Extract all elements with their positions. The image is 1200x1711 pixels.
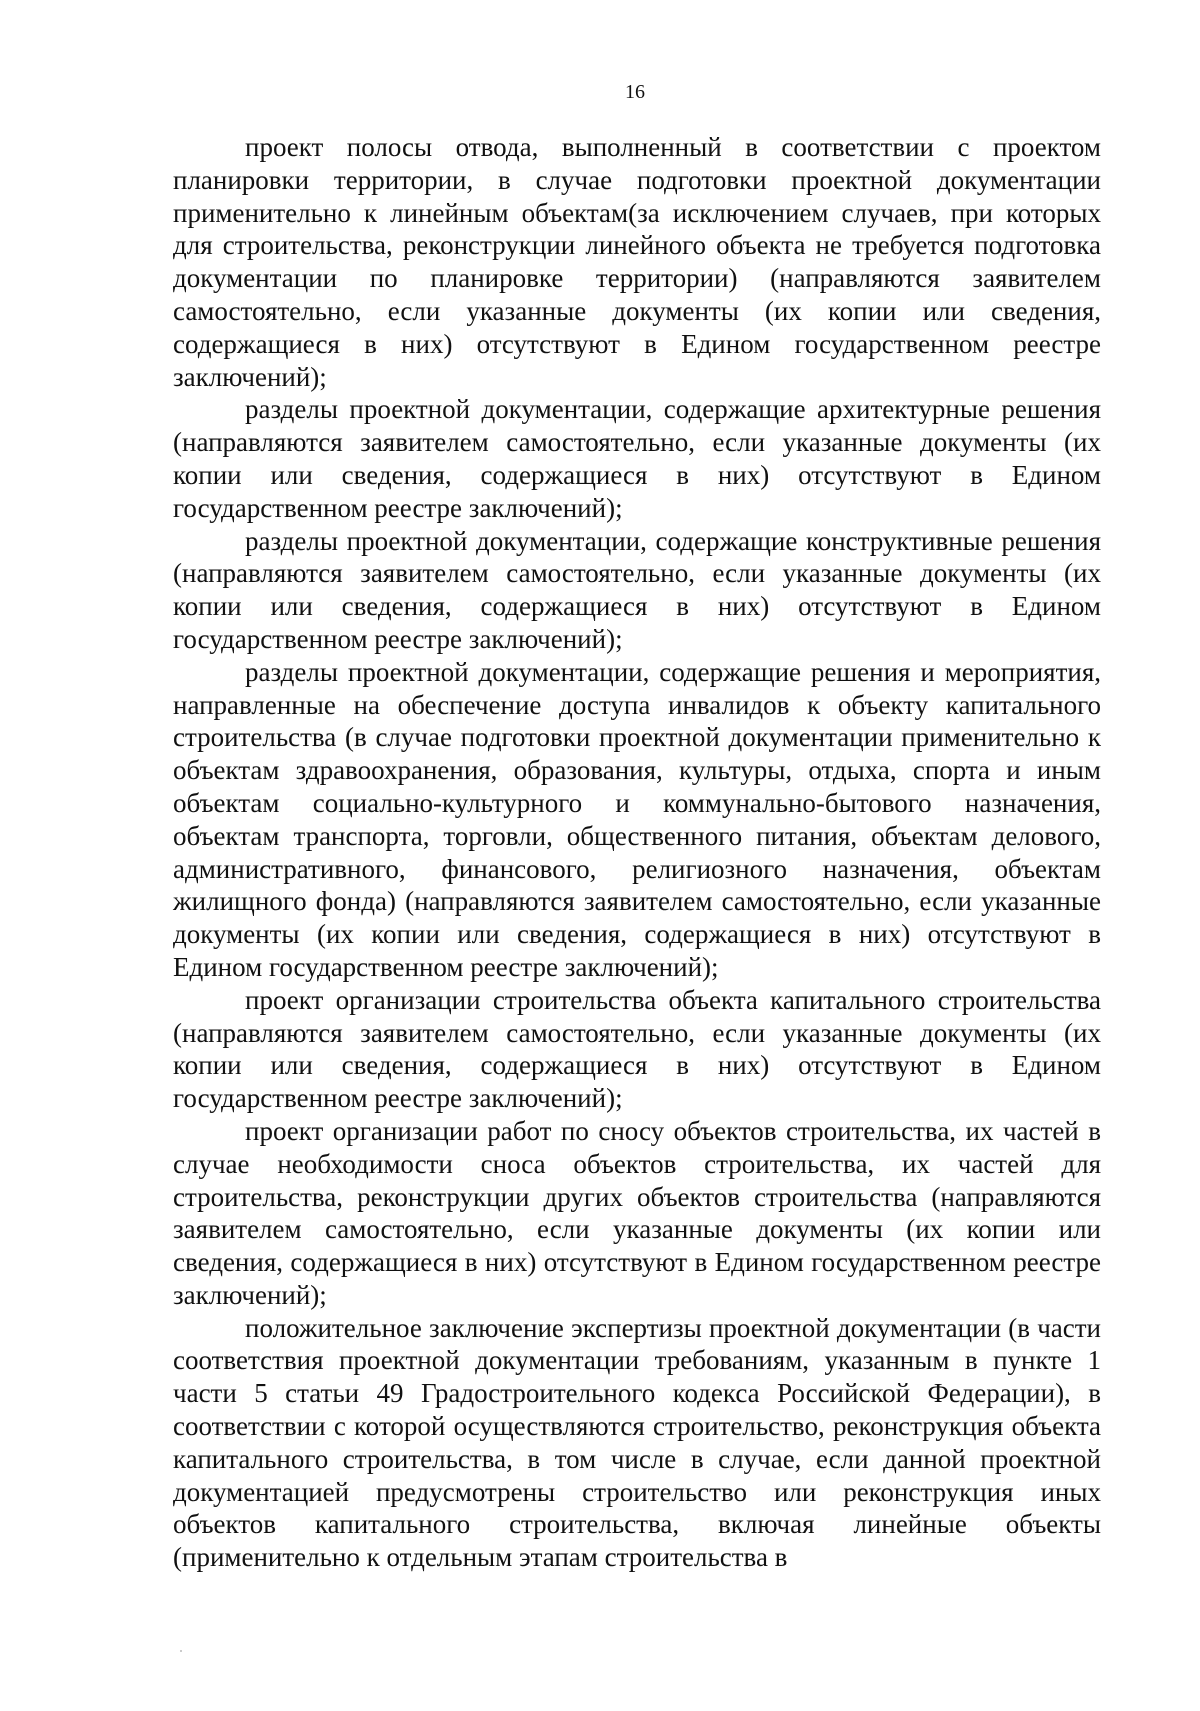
document-body: [173, 131, 1101, 1574]
paragraph-architectural-solutions: разделы проектной документации, содержащие архитектурные решения (направляются заявителем самостоятельно, если указанные документы (их копии или сведения, содержащиеся в них) отсутствуют в Едином государственном реестре заключений);: [173, 394, 1101, 523]
paragraph-structural-solutions: разделы проектной документации, содержащие конструктивные решения (направляются заявителем самостоятельно, если указанные документы (их копии или сведения, содержащиеся в них) отсутствуют в Едином государственном реестре заключений);: [173, 525, 1101, 654]
paragraph-accessibility-measures: разделы проектной документации, содержащие решения и мероприятия, направленные на обеспечение доступа инвалидов к объекту капитального строительства (в случае подготовки проектной документации применительно к объектам здравоохранения, образования, культуры, отдыха, спорта и иным объектам социально-культурного и коммунально-бытового назначения, объектам транспорта, торговли, общественного питания, объектам делового, административного, финансового, религиозного назначения, объектам жилищного фонда) (направляются заявителем самостоятельно, если указанные документы (их копии или сведения, содержащиеся в них) отсутствуют в Едином государственном реестре заключений);: [173, 656, 1101, 982]
paragraph-right-of-way-project: проект полосы отвода, выполненный в соответствии с проектом планировки территории, в случае подготовки проектной документации применительно к линейным объектам(за исключением случаев, при которых для строительства, реконструкции линейного объекта не требуется подготовка документации по планировке территории) (направляются заявителем самостоятельно, если указанные документы (их копии или сведения, содержащиеся в них) отсутствуют в Едином государственном реестре заключений);: [173, 132, 1101, 392]
scan-speck: [180, 1650, 182, 1652]
paragraph-demolition-project: проект организации работ по сносу объектов строительства, их частей в случае необходимости сноса объектов строительства, их частей для строительства, реконструкции других объектов строительства (направляются заявителем самостоятельно, если указанные документы (их копии или сведения, содержащиеся в них) отсутствуют в Едином государственном реестре заключений);: [173, 1115, 1101, 1310]
paragraph-expert-conclusion: положительное заключение экспертизы проектной документации (в части соответствия проектной документации требованиям, указанным в пункте 1 части 5 статьи 49 Градостроительного кодекса Российской Федерации), в соответствии с которой осуществляются строительство, реконструкция объекта капитального строительства, в том числе в случае, если данной проектной документацией предусмотрены строительство или реконструкция иных объектов капитального строительства, включая линейные объекты (применительно к отдельным этапам строительства в: [173, 1312, 1101, 1573]
page-number: 16: [625, 81, 645, 103]
paragraph-construction-organization: проект организации строительства объекта капитального строительства (направляются заявителем самостоятельно, если указанные документы (их копии или сведения, содержащиеся в них) отсутствуют в Едином государственном реестре заключений);: [173, 984, 1101, 1114]
